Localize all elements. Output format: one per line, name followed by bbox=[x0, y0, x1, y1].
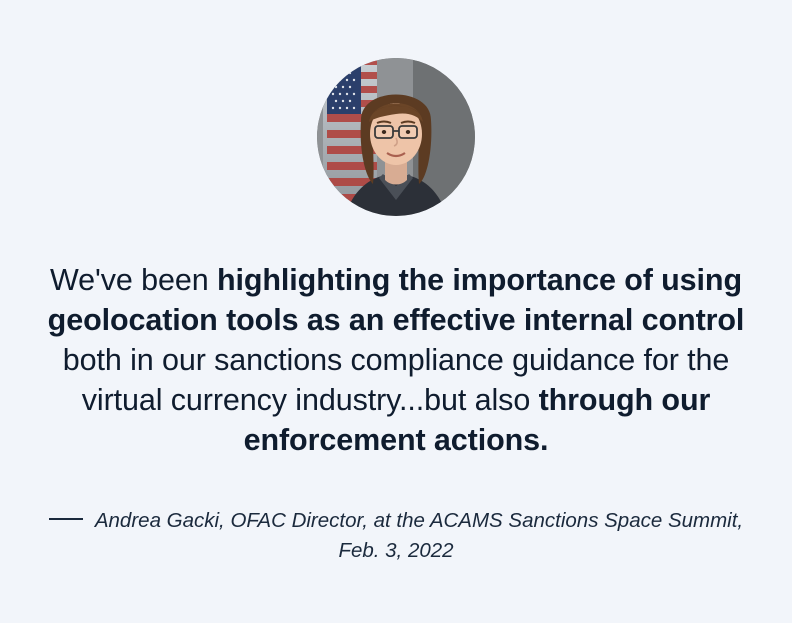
quote-segment-3: both in our sanctions compliance guidance for the virtual currency industry...but also bbox=[62, 343, 730, 417]
quote-segment-1: We've been bbox=[50, 263, 217, 297]
attribution-text: Andrea Gacki, OFAC Director, at the ACAMS Sanctions Space Summit, Feb. 3, 2022 bbox=[94, 509, 744, 562]
avatar bbox=[317, 58, 475, 216]
avatar-portrait-image bbox=[317, 58, 475, 216]
attribution bbox=[46, 506, 746, 566]
attribution-dash bbox=[49, 518, 83, 520]
quote-segment-4: through our enforcement actions. bbox=[243, 383, 711, 457]
quote-text bbox=[46, 260, 746, 460]
quote-segment-2: highlighting the importance of using geolocation tools as an effective internal control bbox=[47, 263, 745, 337]
